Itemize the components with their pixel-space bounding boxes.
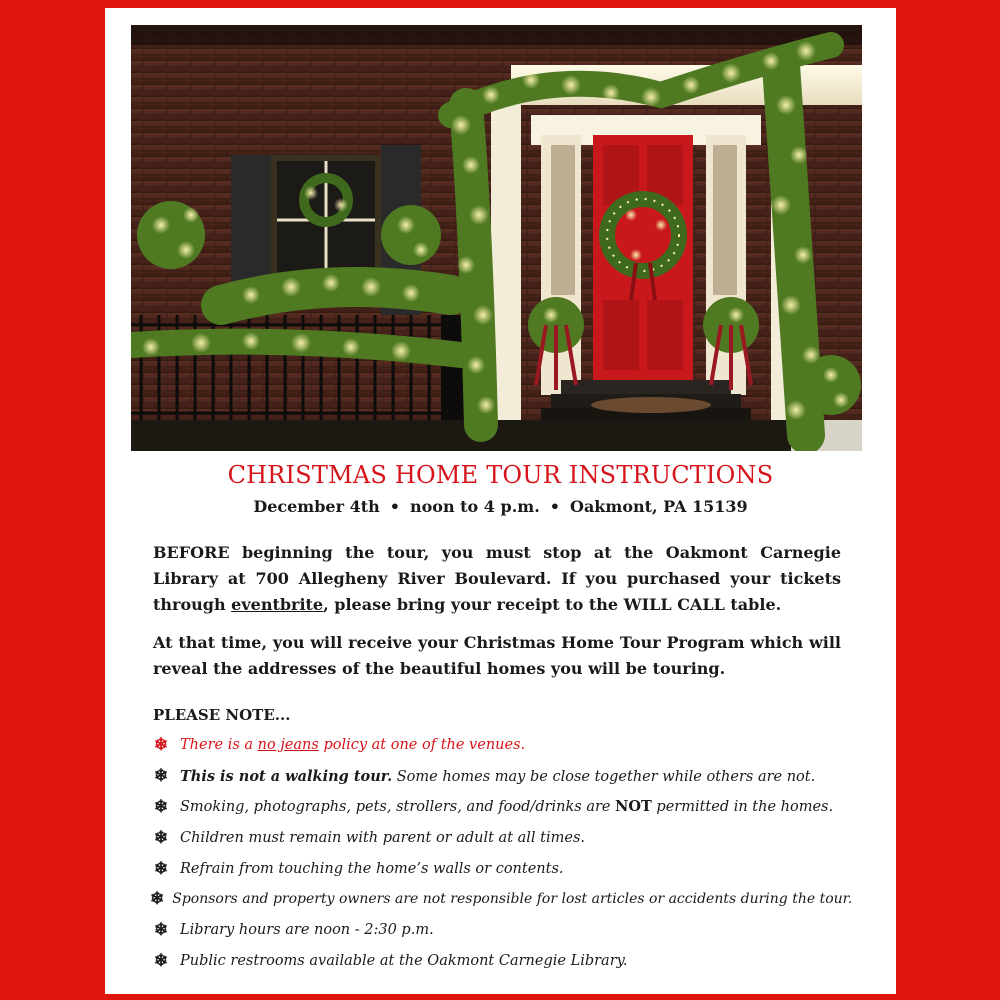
house-illustration (131, 25, 862, 451)
notes-list (150, 730, 853, 976)
note-text: Public restrooms available at the Oakmont Carnegie Library. (180, 952, 628, 969)
note-text-part: policy at one of the venues. (318, 737, 526, 754)
snowflake-icon: ❄ (153, 858, 169, 879)
please-note-heading: PLEASE NOTE... (153, 706, 291, 724)
page-title: CHRISTMAS HOME TOUR INSTRUCTIONS (227, 461, 774, 489)
instructions-text-end: , please bring your receipt to the WILL CALL table. (323, 595, 782, 614)
note-text: Library hours are noon - 2:30 p.m. (180, 922, 434, 939)
instructions-text: BEFORE beginning the tour, you must stop at the Oakmont Carnegie Library at 700 Allegheny River Boulevard. If you purchased your tickets through (153, 543, 841, 614)
note-text: Refrain from touching the home’s walls or contents. (180, 860, 564, 877)
snowflake-icon: ❄ (153, 920, 169, 941)
note-text-part: There is a (180, 737, 258, 754)
decorated-house-photo (131, 25, 862, 451)
note-text-part: Some homes may be close together while others are not. (392, 768, 816, 785)
list-item (150, 884, 853, 915)
list-item (150, 822, 850, 853)
note-text-part: permitted in the homes. (651, 799, 834, 816)
note-text: Children must remain with parent or adult at all times. (180, 829, 586, 846)
snowflake-icon: ❄ (153, 766, 169, 787)
note-text (180, 798, 833, 815)
note-emphasis: This is not a walking tour. (180, 767, 393, 785)
no-jeans-text: no jeans (257, 737, 319, 754)
list-item (150, 853, 850, 884)
snowflake-icon: ❄ (150, 889, 165, 910)
list-item (150, 730, 850, 761)
list-item (150, 761, 850, 792)
separator-dot: • (549, 497, 560, 516)
note-text (180, 737, 525, 753)
snowflake-icon: ❄ (153, 827, 169, 848)
note-text (180, 768, 815, 785)
note-text: Sponsors and property owners are not responsible for lost articles or accidents during the tour. (172, 891, 853, 908)
event-details (105, 496, 896, 518)
list-item (150, 792, 850, 823)
eventbrite-link[interactable]: eventbrite (231, 595, 324, 614)
event-date: December 4th (253, 497, 380, 516)
event-time: noon to 4 p.m. (409, 497, 540, 516)
separator-dot: • (389, 497, 400, 516)
program-paragraph: At that time, you will receive your Christmas Home Tour Program which will reveal the addresses of the beautiful homes you will be touring. (153, 633, 841, 678)
snowflake-icon: ❄ (153, 796, 169, 817)
note-emphasis: NOT (615, 798, 652, 816)
list-item (150, 915, 850, 946)
list-item (150, 946, 850, 977)
event-location: Oakmont, PA 15139 (570, 497, 748, 516)
library-instructions-paragraph (153, 540, 841, 618)
snowflake-icon: ❄ (153, 735, 169, 756)
flyer-card (105, 8, 896, 994)
snowflake-icon: ❄ (153, 950, 169, 971)
note-text-part: Smoking, photographs, pets, strollers, and food/drinks are (180, 799, 616, 816)
